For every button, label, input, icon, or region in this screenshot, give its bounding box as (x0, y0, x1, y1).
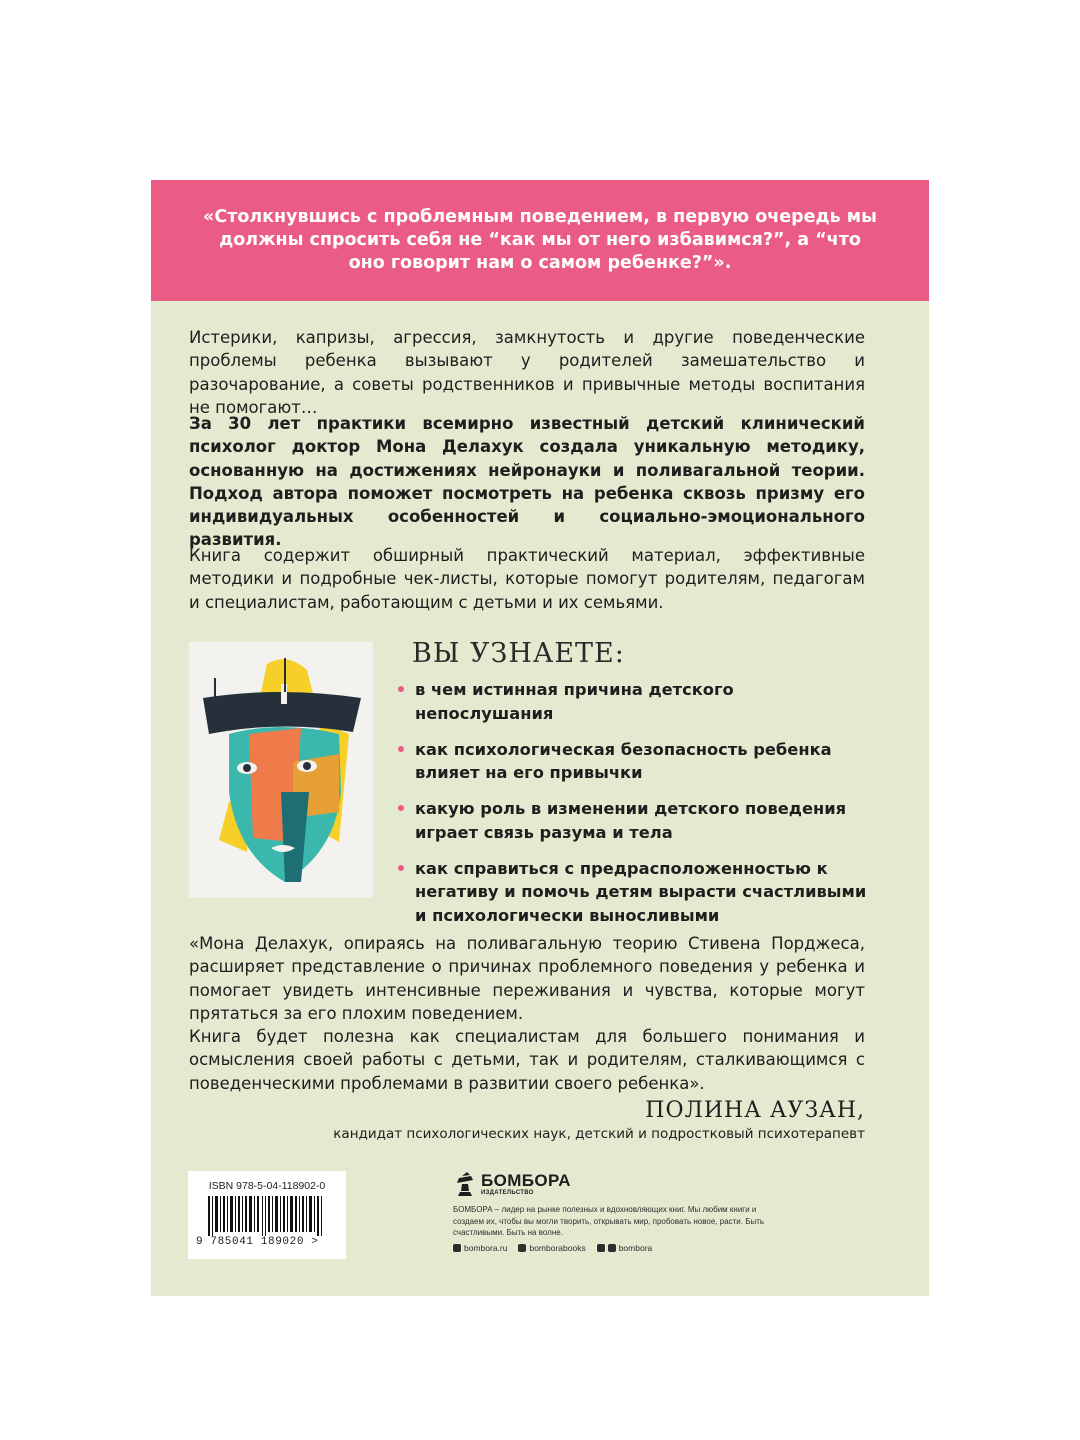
epigraph-quote: «Столкнувшись с проблемным поведением, в первую очередь мы должны спросить себя не “как мы от него избавимся?”, а “что оно говорит нам о самом ребенке?”». (203, 207, 877, 273)
bullet-icon (398, 865, 404, 871)
social-video: bombora (597, 1243, 653, 1253)
review-author-title: кандидат психологических наук, детский и подростковый психотерапевт (333, 1126, 865, 1142)
youtube-icon (597, 1244, 605, 1252)
quote-band (151, 180, 929, 301)
bullet-icon (398, 746, 404, 752)
isbn-barcode (188, 1171, 346, 1259)
barcode-icon (208, 1196, 328, 1236)
publisher-block (453, 1170, 783, 1253)
learn-heading: ВЫ УЗНАЕТЕ: (412, 638, 625, 669)
publisher-socials (453, 1243, 783, 1253)
publisher-description: БОМБОРА – лидер на рынке полезных и вдохновляющих книг. Мы любим книги и создаем их, чтобы вы могли творить, открывать мир, пробовать новое, расти. Быть счастливыми. Быть на волне. (453, 1205, 765, 1237)
face-illustration (189, 642, 373, 898)
review-quote (189, 932, 865, 1095)
author-paragraph: За 30 лет практики всемирно известный детский клинический психолог доктор Мона Делахук создала уникальную методику, основанную на достижениях нейронауки и поливагальной теории. Подход автора поможет посмотреть на ребенка сквозь призму его индивидуальных особенностей и социально-эмоционального развития. (189, 414, 865, 550)
bullet-icon (398, 805, 404, 811)
chess-piece-icon (453, 1170, 477, 1198)
publisher-subtitle: ИЗДАТЕЛЬСТВО (481, 1190, 534, 1196)
review-author: ПОЛИНА АУЗАН, (645, 1098, 865, 1123)
instagram-icon (453, 1244, 461, 1252)
vk-icon (518, 1244, 526, 1252)
review-paragraph: Книга будет полезна как специалистам для большего понимания и осмысления своей работы с детьми, так и родителям, сталкивающимся с поведенческими проблемами в развитии своего ребенка». (189, 1027, 865, 1093)
telegram-icon (608, 1244, 616, 1252)
book-back-cover (151, 180, 929, 1296)
learn-list (396, 678, 876, 940)
publisher-logo (453, 1170, 783, 1198)
review-paragraph: «Мона Делахук, опираясь на поливагальную теорию Стивена Порджеса, расширяет представление о причинах проблемного поведения у ребенка и помогает увидеть интенсивные переживания и чувства, которые могут прятаться за его плохим поведением. (189, 934, 865, 1023)
barcode-digits: 9 785041 189020 > (196, 1236, 319, 1248)
list-item: как справиться с предрасположенностью к негативу и помочь детям вырасти счастливыми и психологически выносливыми (396, 857, 876, 928)
social-site: bombora.ru (453, 1243, 507, 1253)
social-vk: bomborabooks (518, 1243, 585, 1253)
list-item: в чем истинная причина детского непослушания (396, 678, 876, 725)
content-paragraph: Книга содержит обширный практический материал, эффективные методики и подробные чек-листы, которые помогут родителям, педагогам и специалистам, работающим с детьми и их семьями. (189, 546, 865, 612)
abstract-face-image (189, 642, 373, 898)
bullet-icon (398, 686, 404, 692)
isbn-text: ISBN 978-5-04-118902-0 (208, 1180, 326, 1192)
list-item: как психологическая безопасность ребенка влияет на его привычки (396, 738, 876, 785)
intro-paragraph: Истерики, капризы, агрессия, замкнутость и другие поведенческие проблемы ребенка вызывают у родителей замешательство и разочарование, а советы родственников и привычные методы воспитания не помогают… (189, 328, 865, 417)
list-item: какую роль в изменении детского поведения играет связь разума и тела (396, 797, 876, 844)
publisher-name: БОМБОРА (481, 1171, 571, 1190)
